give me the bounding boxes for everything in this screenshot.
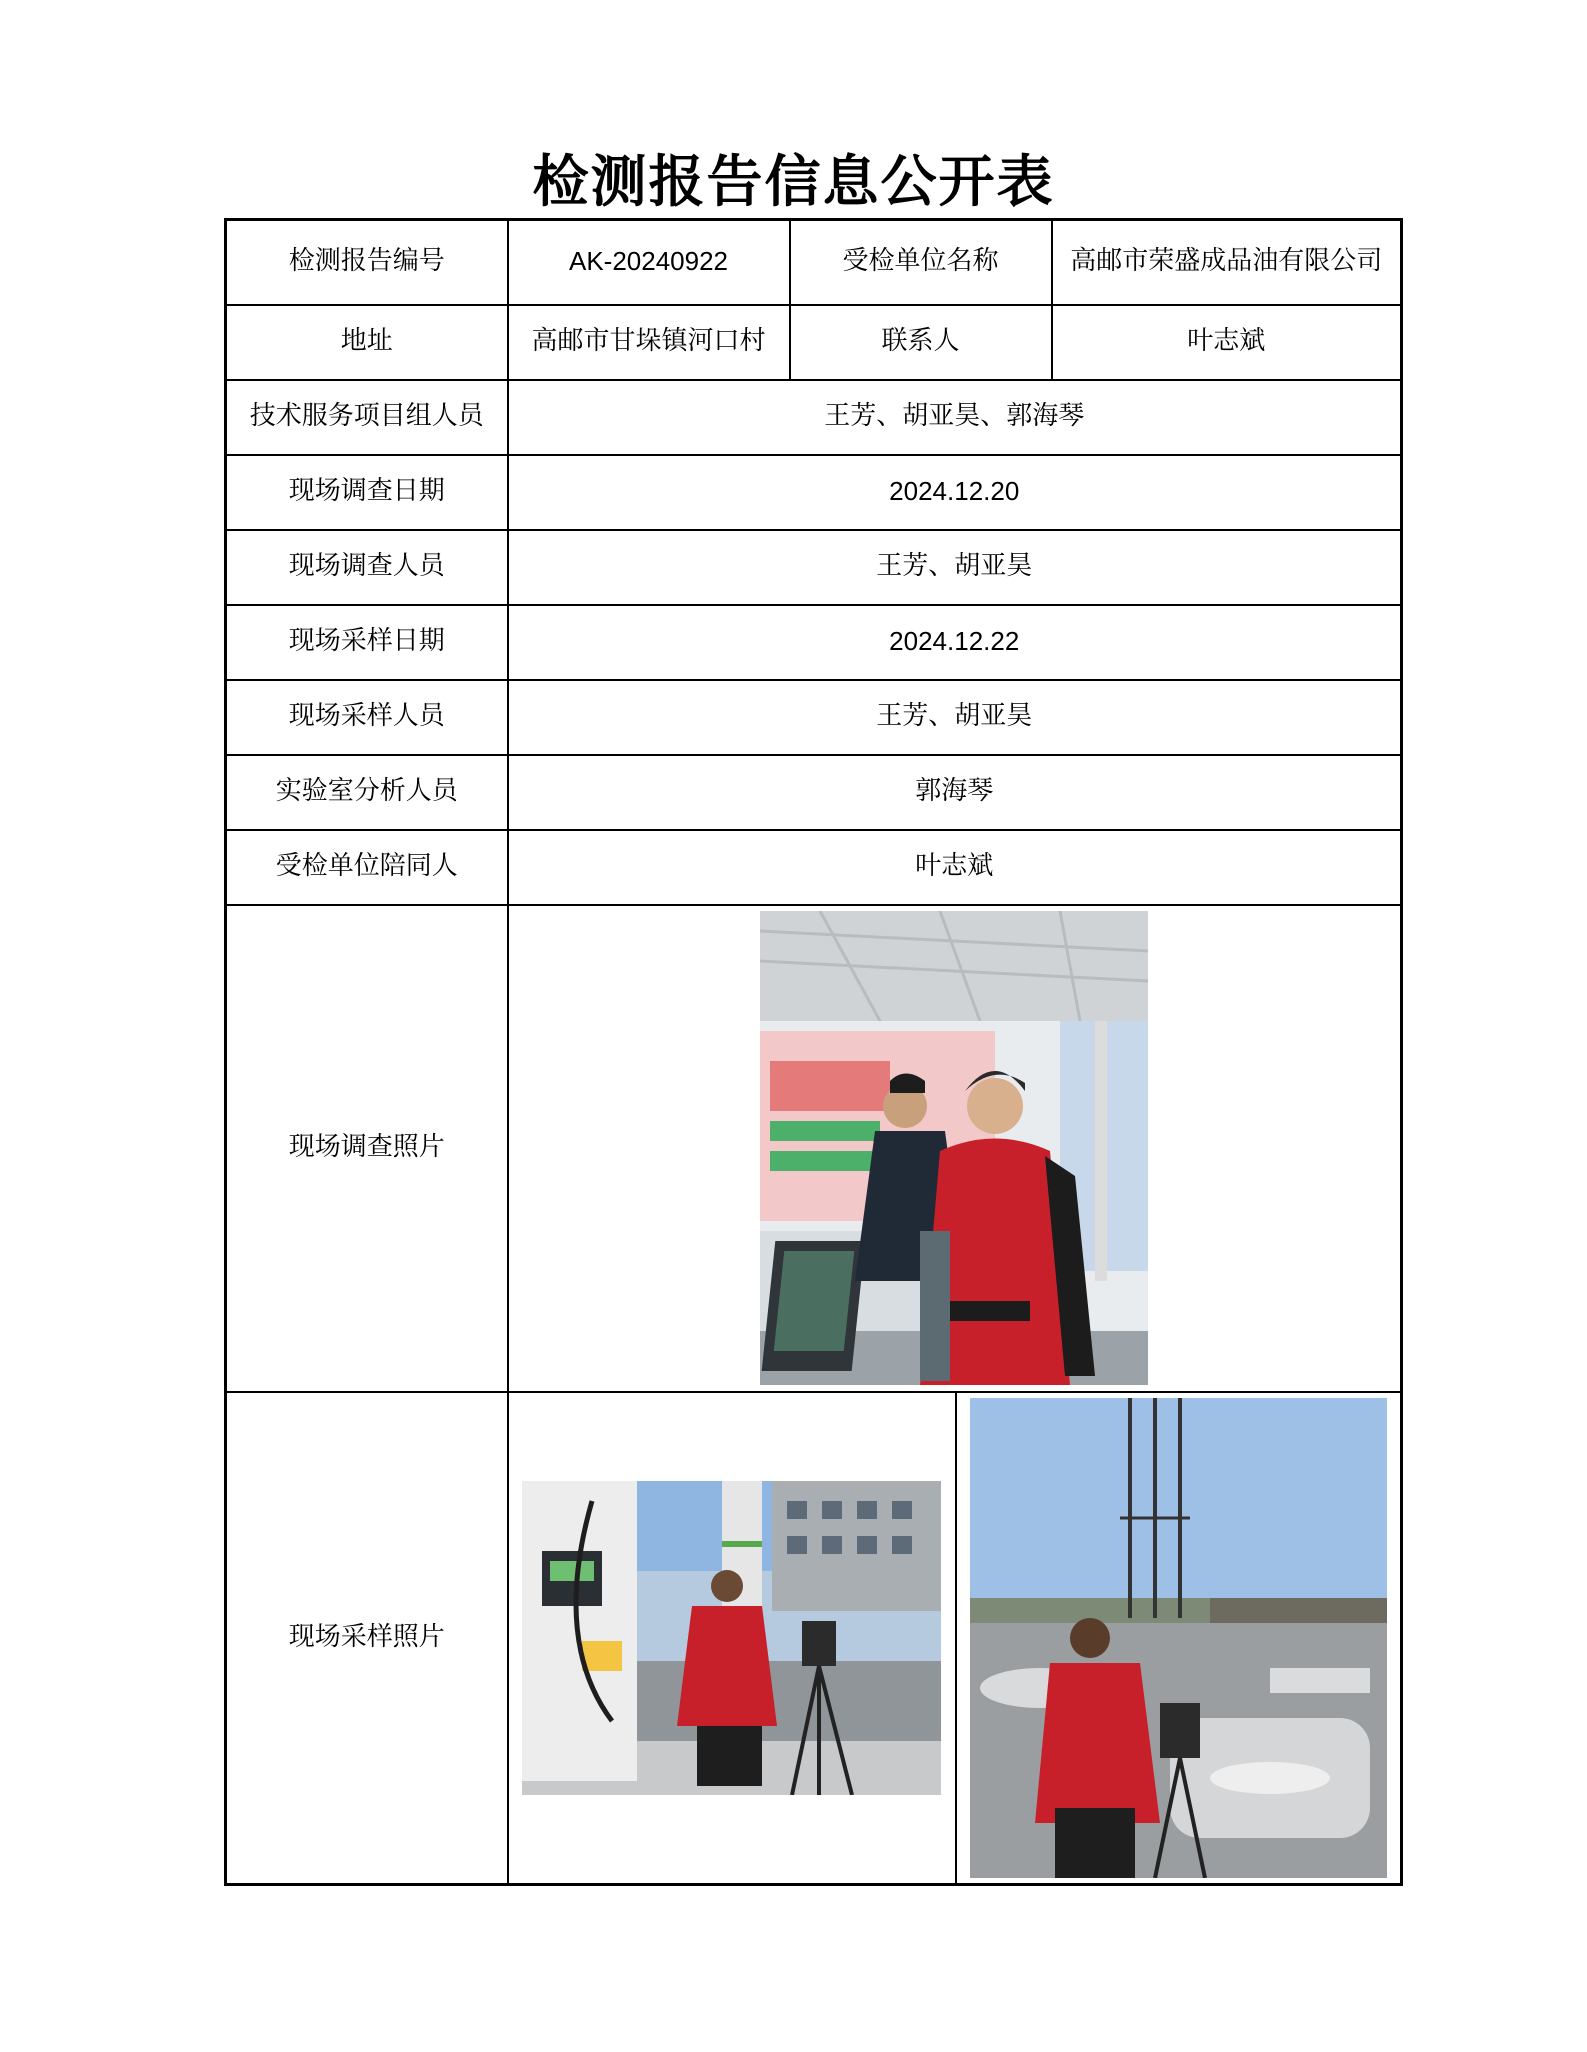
sample-date-value: 2024.12.22: [508, 605, 1402, 680]
escort-label: 受检单位陪同人: [226, 830, 508, 905]
table-row: [226, 905, 1402, 1392]
survey-photo: [760, 911, 1148, 1385]
survey-photo-label: 现场调查照片: [226, 905, 508, 1392]
sample-photo-left-wrap: [509, 1393, 957, 1883]
table-row: [226, 530, 1402, 605]
survey-photo-cell: [508, 905, 1402, 1392]
sample-date-label: 现场采样日期: [226, 605, 508, 680]
report-no-label: 检测报告编号: [226, 220, 508, 305]
table-row: [226, 1392, 1402, 1885]
team-label: 技术服务项目组人员: [226, 380, 508, 455]
address-label: 地址: [226, 305, 508, 380]
survey-staff-label: 现场调查人员: [226, 530, 508, 605]
report-no-value: AK-20240922: [508, 220, 790, 305]
table-row: [226, 455, 1402, 530]
sample-photo-right-wrap: [957, 1393, 1401, 1883]
table-row: [226, 830, 1402, 905]
sample-staff-label: 现场采样人员: [226, 680, 508, 755]
sample-photo-cell: [508, 1392, 1402, 1885]
team-value: 王芳、胡亚昊、郭海琴: [508, 380, 1402, 455]
unit-name-value: 高邮市荣盛成品油有限公司: [1052, 220, 1402, 305]
table-row: [226, 605, 1402, 680]
table-row: [226, 680, 1402, 755]
page-title: 检测报告信息公开表: [532, 150, 1055, 215]
survey-staff-value: 王芳、胡亚昊: [508, 530, 1402, 605]
lab-staff-value: 郭海琴: [508, 755, 1402, 830]
survey-date-value: 2024.12.20: [508, 455, 1402, 530]
unit-name-label: 受检单位名称: [790, 220, 1052, 305]
contact-value: 叶志斌: [1052, 305, 1402, 380]
table-row: [226, 220, 1402, 305]
sample-photo-label: 现场采样照片: [226, 1392, 508, 1885]
sample-staff-value: 王芳、胡亚昊: [508, 680, 1402, 755]
table-row: [226, 305, 1402, 380]
table-row: [226, 755, 1402, 830]
report-info-table: [224, 218, 1403, 1886]
contact-label: 联系人: [790, 305, 1052, 380]
lab-staff-label: 实验室分析人员: [226, 755, 508, 830]
table-row: [226, 380, 1402, 455]
sample-photo-tank: [970, 1398, 1387, 1878]
survey-date-label: 现场调查日期: [226, 455, 508, 530]
sample-photo-pump: [522, 1481, 941, 1795]
escort-value: 叶志斌: [508, 830, 1402, 905]
address-value: 高邮市甘垛镇河口村: [508, 305, 790, 380]
